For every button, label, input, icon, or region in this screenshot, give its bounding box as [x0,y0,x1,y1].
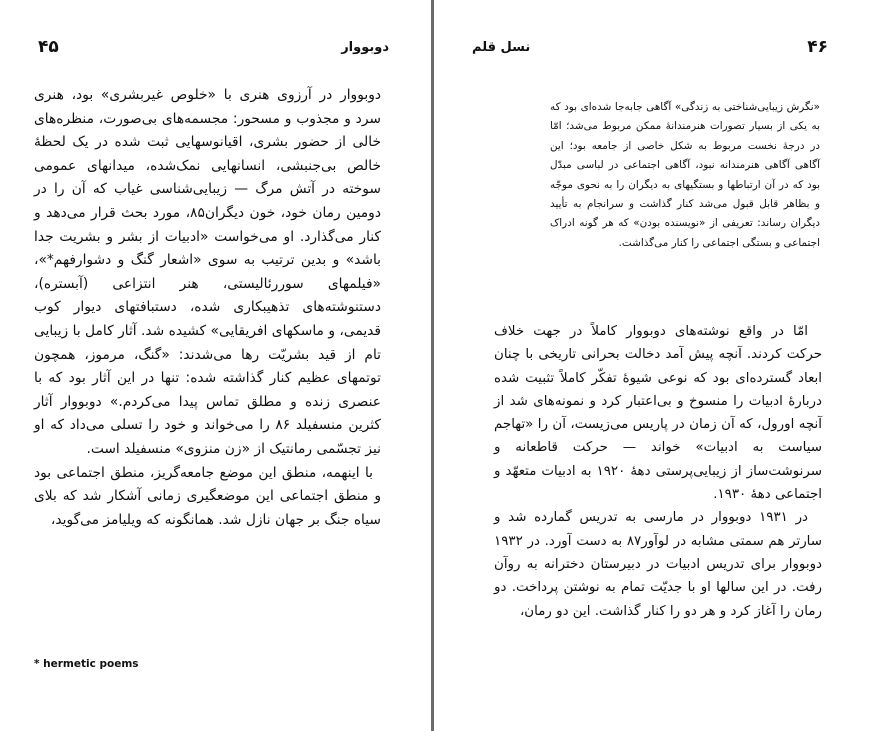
left-body-text [34,84,381,532]
page-number: ۴۶ [807,37,828,57]
right-page [434,0,872,731]
running-title: نسل قلم [472,39,531,55]
body-paragraph: امّا در واقع نوشته‌های دوبووار کاملاً در جهت خلاف حرکت کردند. آنچه پیش آمد دخالت بحرانی تاریخی با چنان ابعاد گسترده‌ای بود که نوعی شیوهٔ تفکّر کاملاً تثبیت شده دربارهٔ ادبیات را منسوخ و بی‌اعتبار کرد و نمونه‌های شد از آنچه اورول، که آن زمان در پاریس می‌زیست، آن را «تهاجم سیاست به ادبیات» خواند — حرکت قاطعانه و سرنوشت‌ساز از زیبایی‌پرستی دههٔ ۱۹۲۰ به ادبیات متعهّد و اجتماعی دههٔ ۱۹۳۰. [494,324,822,503]
body-paragraph: دوبووار در آرزوی هنری با «خلوص غیربشری» بود، هنری سرد و مجذوب و مسحور: مجسمه‌های بی‌صورت، منظره‌های خالی از حضور بشری، اقیانوسهایی ثبت شده در یک لحظهٔ خالص بی‌جنبشی، انسانهایی نمک‌شده، میدانهای عمومی سوخته در آتش مرگ — زیبایی‌شناسی غیاب که آن را در دومین رمان خود، خون دیگران۸۵، مورد بحث قرار می‌دهد و کنار می‌گذارد. او می‌خواست «ادبیات از بشر و بشریت جدا باشد» و بدین ترتیب به سوی «اشعار گنگ و دشوارفهم*»، «فیلمهای سوررئالیستی، هنر انتزاعی (آبستره)، دستنوشته‌های تذهیبکاری شده، دستبافتهای دیوار کوب قدیمی، و ماسکهای افریقایی» کشیده شد. آثار کامل با زیبایی تام از قید بشریّت رها می‌شدند: «گنگ، مرموز، همچون توتمهای عظیم کنار گذاشته شده: تنها در این آثار بود که با عنصری زنده و مطلق تماس پیدا می‌کردم.» دوبووار آثار کثرین منسفیلد ۸۶ را می‌خواند و خود را تسلی می‌داد که او نیز تجسّمی رمانتیک از «زن منزوی» منسفیلد است. [34,87,382,457]
right-body-text [494,320,822,623]
page-number: ۴۵ [38,37,59,57]
body-paragraph: در ۱۹۳۱ دوبووار در مارسی به تدریس گمارده شد و سارتر هم سمتی مشابه در لوآور۸۷ به دست آورد. در ۱۹۳۲ دوبووار برای تدریس ادبیات در دبیرستان دخترانه به روآن رفت. در این سالها او با جدیّت تمام به نوشتن پرداخت. دو رمان را آغاز کرد و هر دو را کنار گذاشت. این دو رمان، [494,510,822,619]
running-title: دوبووار [341,39,389,55]
right-page-header [472,36,828,58]
body-paragraph: با اینهمه، منطق این موضع جامعه‌گریز، منطق اجتماعی بود و منطق اجتماعی این موضعگیری زمانی آشکار شد که بلای سیاه جنگ بر جهان نازل شد. همانگونه که ویلیامز می‌گوید، [34,464,381,528]
quote-text: «نگرش زیبایی‌شناختی به زندگی» آگاهی جابه‌جا شده‌ای بود که به یکی از بسیار تصورات هنرمندانهٔ ممکن مربوط می‌شد؛ امّا در درجهٔ نخست مربوط به شکل خاصی از جامعه بود؛ این آگاهی آگاهی هنرمندانه نبود، آگاهی اجتماعی در لباسی مبدّل بود که در آن ارتباطها و بستگیهای به دیگران را به نحوی موجّه و بظاهر قابل قبول می‌شد کنار گذاشت و سرانجام به تأیید دیگران رساند: تعریفی از «نویسنده بودن» که هر گونه ادراک اجتماعی و بستگی اجتماعی را کنار می‌گذاشت. [550,101,820,249]
footnote: * hermetic poems [34,658,139,670]
left-page-header [38,36,389,58]
block-quote [550,98,820,253]
left-page [0,0,431,731]
